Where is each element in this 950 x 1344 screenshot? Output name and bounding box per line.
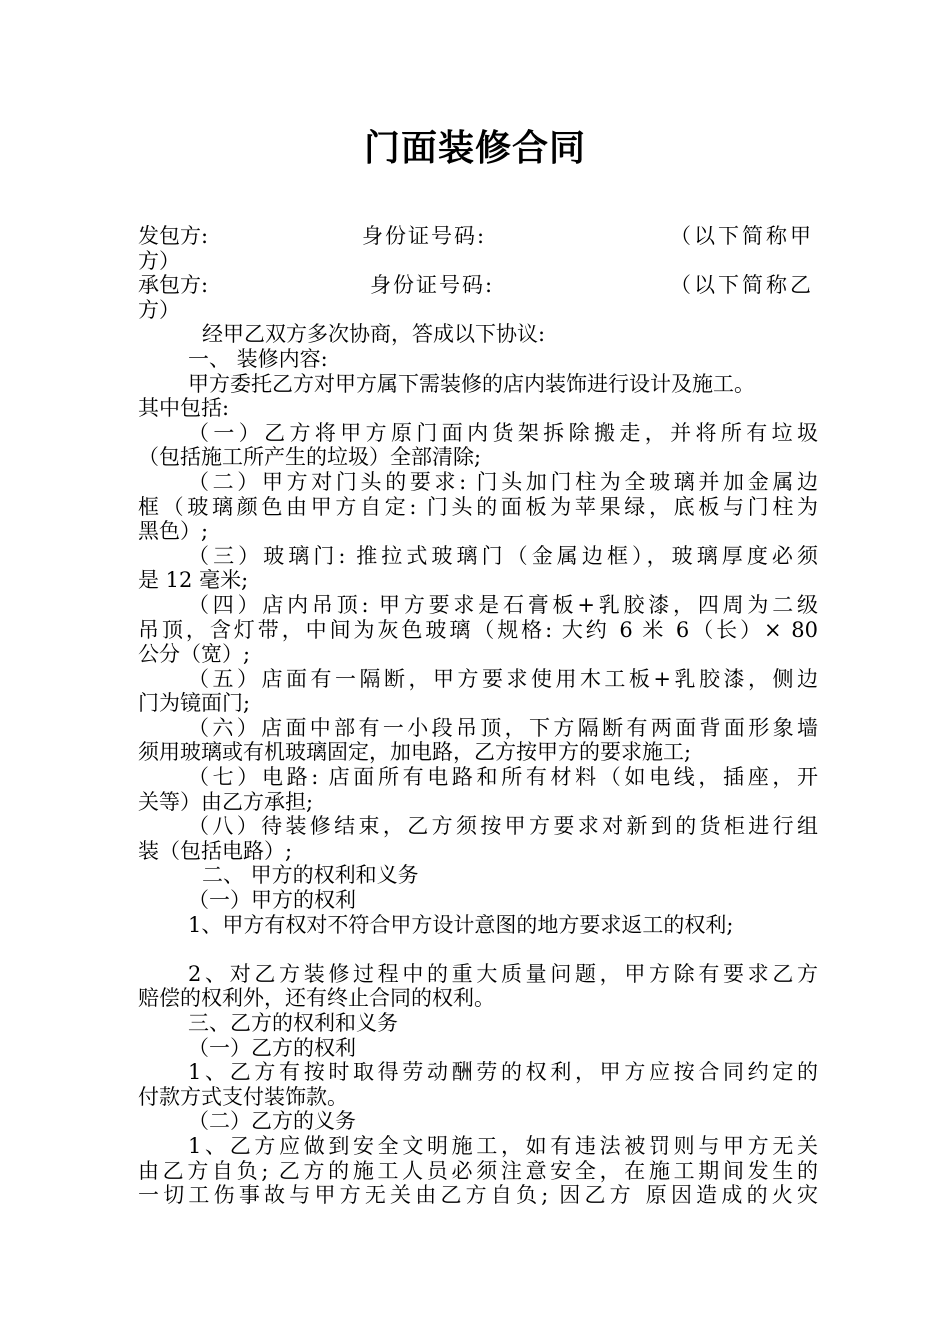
paragraph-line: 吊顶，含灯带，中间为灰色玻璃（规格: 大约 6 米 6（长）× 80 [138,617,818,642]
contractor-id-label: 身份证号码: [362,224,487,248]
paragraph-line: 公分（宽）; [138,642,251,667]
paragraph-line: （七）电路: 店面所有电路和所有材料（如电线，插座，开 [188,765,818,790]
paragraph-line: 装（包括电路）; [138,838,293,863]
paragraph-line: （一）乙方将甲方原门面内货架拆除搬走，并将所有垃圾 [188,420,818,445]
paragraph-line: 黑色）; [138,519,209,544]
builder-id-label: 身份证号码: [370,273,495,298]
paragraph-line: （三）玻璃门: 推拉式玻璃门（金属边框），玻璃厚度必须 [188,543,818,568]
paragraph-line: 关等）由乙方承担; [138,789,314,814]
paragraph-line: 1、甲方有权对不符合甲方设计意图的地方要求返工的权利; [188,912,734,937]
paragraph-line: 付款方式支付装饰款。 [138,1084,348,1109]
document-body [138,224,818,1208]
paragraph-line: 1、乙方应做到安全文明施工，如有违法被罚则与甲方无关 [188,1133,818,1158]
contractor-row [138,224,818,249]
builder-alias: （以下简称乙 [670,273,814,298]
builder-label: 承包方: [138,273,209,298]
paragraph-line: 门为镜面门; [138,691,251,716]
section-heading: 二、 甲方的权利和义务 [202,863,419,888]
paragraph-line: 须用玻璃或有机玻璃固定，加电路，乙方按甲方的要求施工; [138,740,692,765]
paragraph-line: 1、乙方有按时取得劳动酬劳的权利，甲方应按合同约定的 [188,1060,818,1085]
paragraph-line: （五）店面有一隔断，甲方要求使用木工板+乳胶漆，侧边 [188,666,818,691]
subsection-heading: （一）甲方的权利 [188,888,356,913]
builder-alias-cont: 方） [138,297,180,322]
paragraph-line: 2、对乙方装修过程中的重大质量问题，甲方除有要求乙方 [188,961,818,986]
section-heading: 三、乙方的权利和义务 [188,1011,398,1035]
contractor-alias-cont: 方） [138,248,180,273]
paragraph-line: 其中包括: [138,396,230,421]
paragraph-line: 一切工伤事故与甲方无关由乙方自负; 因乙方 原因造成的火灾 [138,1183,818,1208]
paragraph-line: 甲方委托乙方对甲方属下需装修的店内装饰进行设计及施工。 [188,371,755,396]
paragraph-line: 赔偿的权利外，还有终止合同的权利。 [138,986,495,1011]
subsection-heading: （二）乙方的义务 [188,1109,356,1134]
paragraph-line: 经甲乙双方多次协商，答成以下协议: [202,322,546,347]
document-title: 门面装修合同 [363,127,586,169]
subsection-heading: （一）乙方的权利 [188,1035,356,1060]
blank-line [138,937,818,962]
builder-row [138,273,818,298]
section-heading: 一、 装修内容: [188,346,328,371]
contractor-alias: （以下简称甲 [670,224,814,248]
paragraph-line: 框（玻璃颜色由甲方自定: 门头的面板为苹果绿，底板与门柱为 [138,494,818,519]
paragraph-line: （二）甲方对门头的要求: 门头加门柱为全玻璃并加金属边 [188,469,818,494]
paragraph-line: （六）店面中部有一小段吊顶，下方隔断有两面背面形象墙 [188,715,818,740]
contractor-label: 发包方: [138,224,209,248]
paragraph-line: （包括施工所产生的垃圾）全部清除; [138,445,482,470]
paragraph-line: 由乙方自负; 乙方的施工人员必须注意安全，在施工期间发生的 [138,1158,818,1183]
paragraph-line: 是 12 毫米; [138,568,249,593]
paragraph-line: （四）店内吊顶: 甲方要求是石膏板+乳胶漆，四周为二级 [188,592,818,617]
paragraph-line: （八）待装修结束，乙方须按甲方要求对新到的货柜进行组 [188,814,818,839]
